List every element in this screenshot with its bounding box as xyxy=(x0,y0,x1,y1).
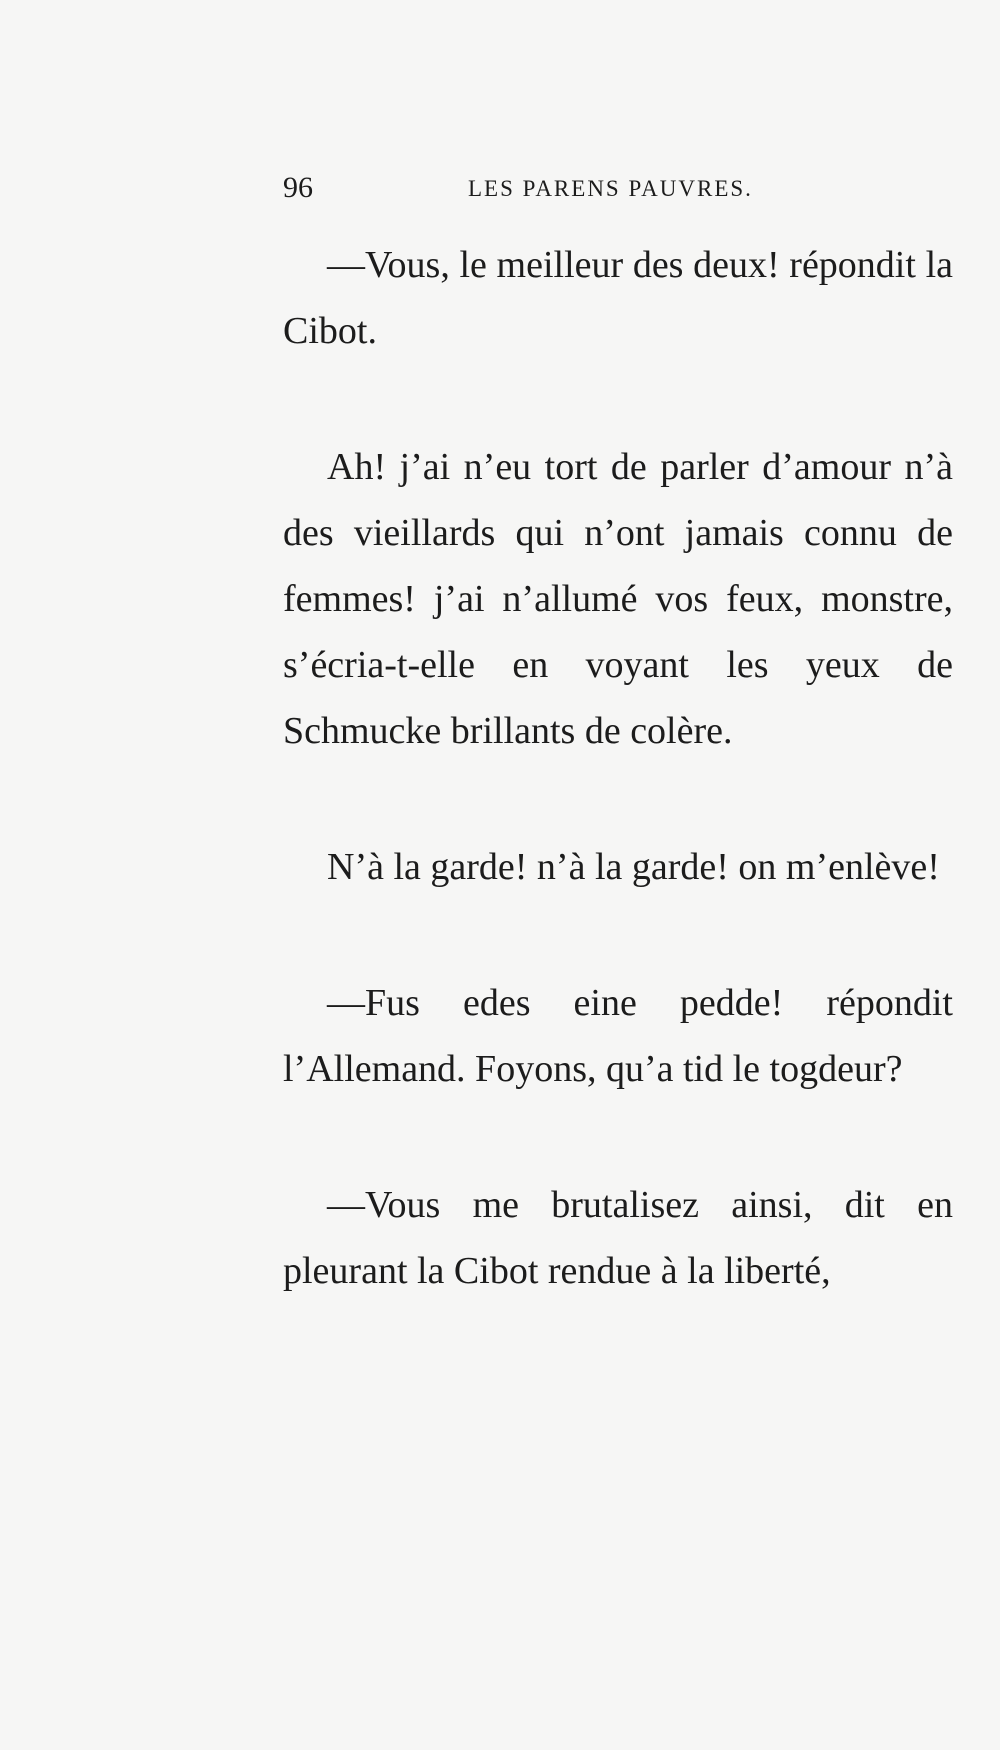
running-title: LES PARENS PAUVRES. xyxy=(468,176,753,201)
paragraph-4: —Fus edes eine pedde! répondit l’Allemand. Foyons, qu’a tid le togdeur? xyxy=(283,982,953,1090)
running-head xyxy=(283,170,983,210)
page-number: 96 xyxy=(283,171,313,204)
paragraph-5: —Vous me brutalisez ainsi, dit en pleurant la Cibot rendue à la liberté, xyxy=(283,1184,953,1292)
paragraph-2: Ah! j’ai n’eu tort de parler d’amour n’à des vieillards qui n’ont jamais connu de femmes! j’ai n’allumé vos feux, monstre, s’écria-t-elle en voyant les yeux de Schmucke brillants de colère. xyxy=(283,446,953,752)
paragraph-3: N’à la garde! n’à la garde! on m’enlève! xyxy=(327,846,940,888)
body-text xyxy=(283,232,953,1304)
paragraph-1: —Vous, le meilleur des deux! répondit la Cibot. xyxy=(283,244,953,352)
